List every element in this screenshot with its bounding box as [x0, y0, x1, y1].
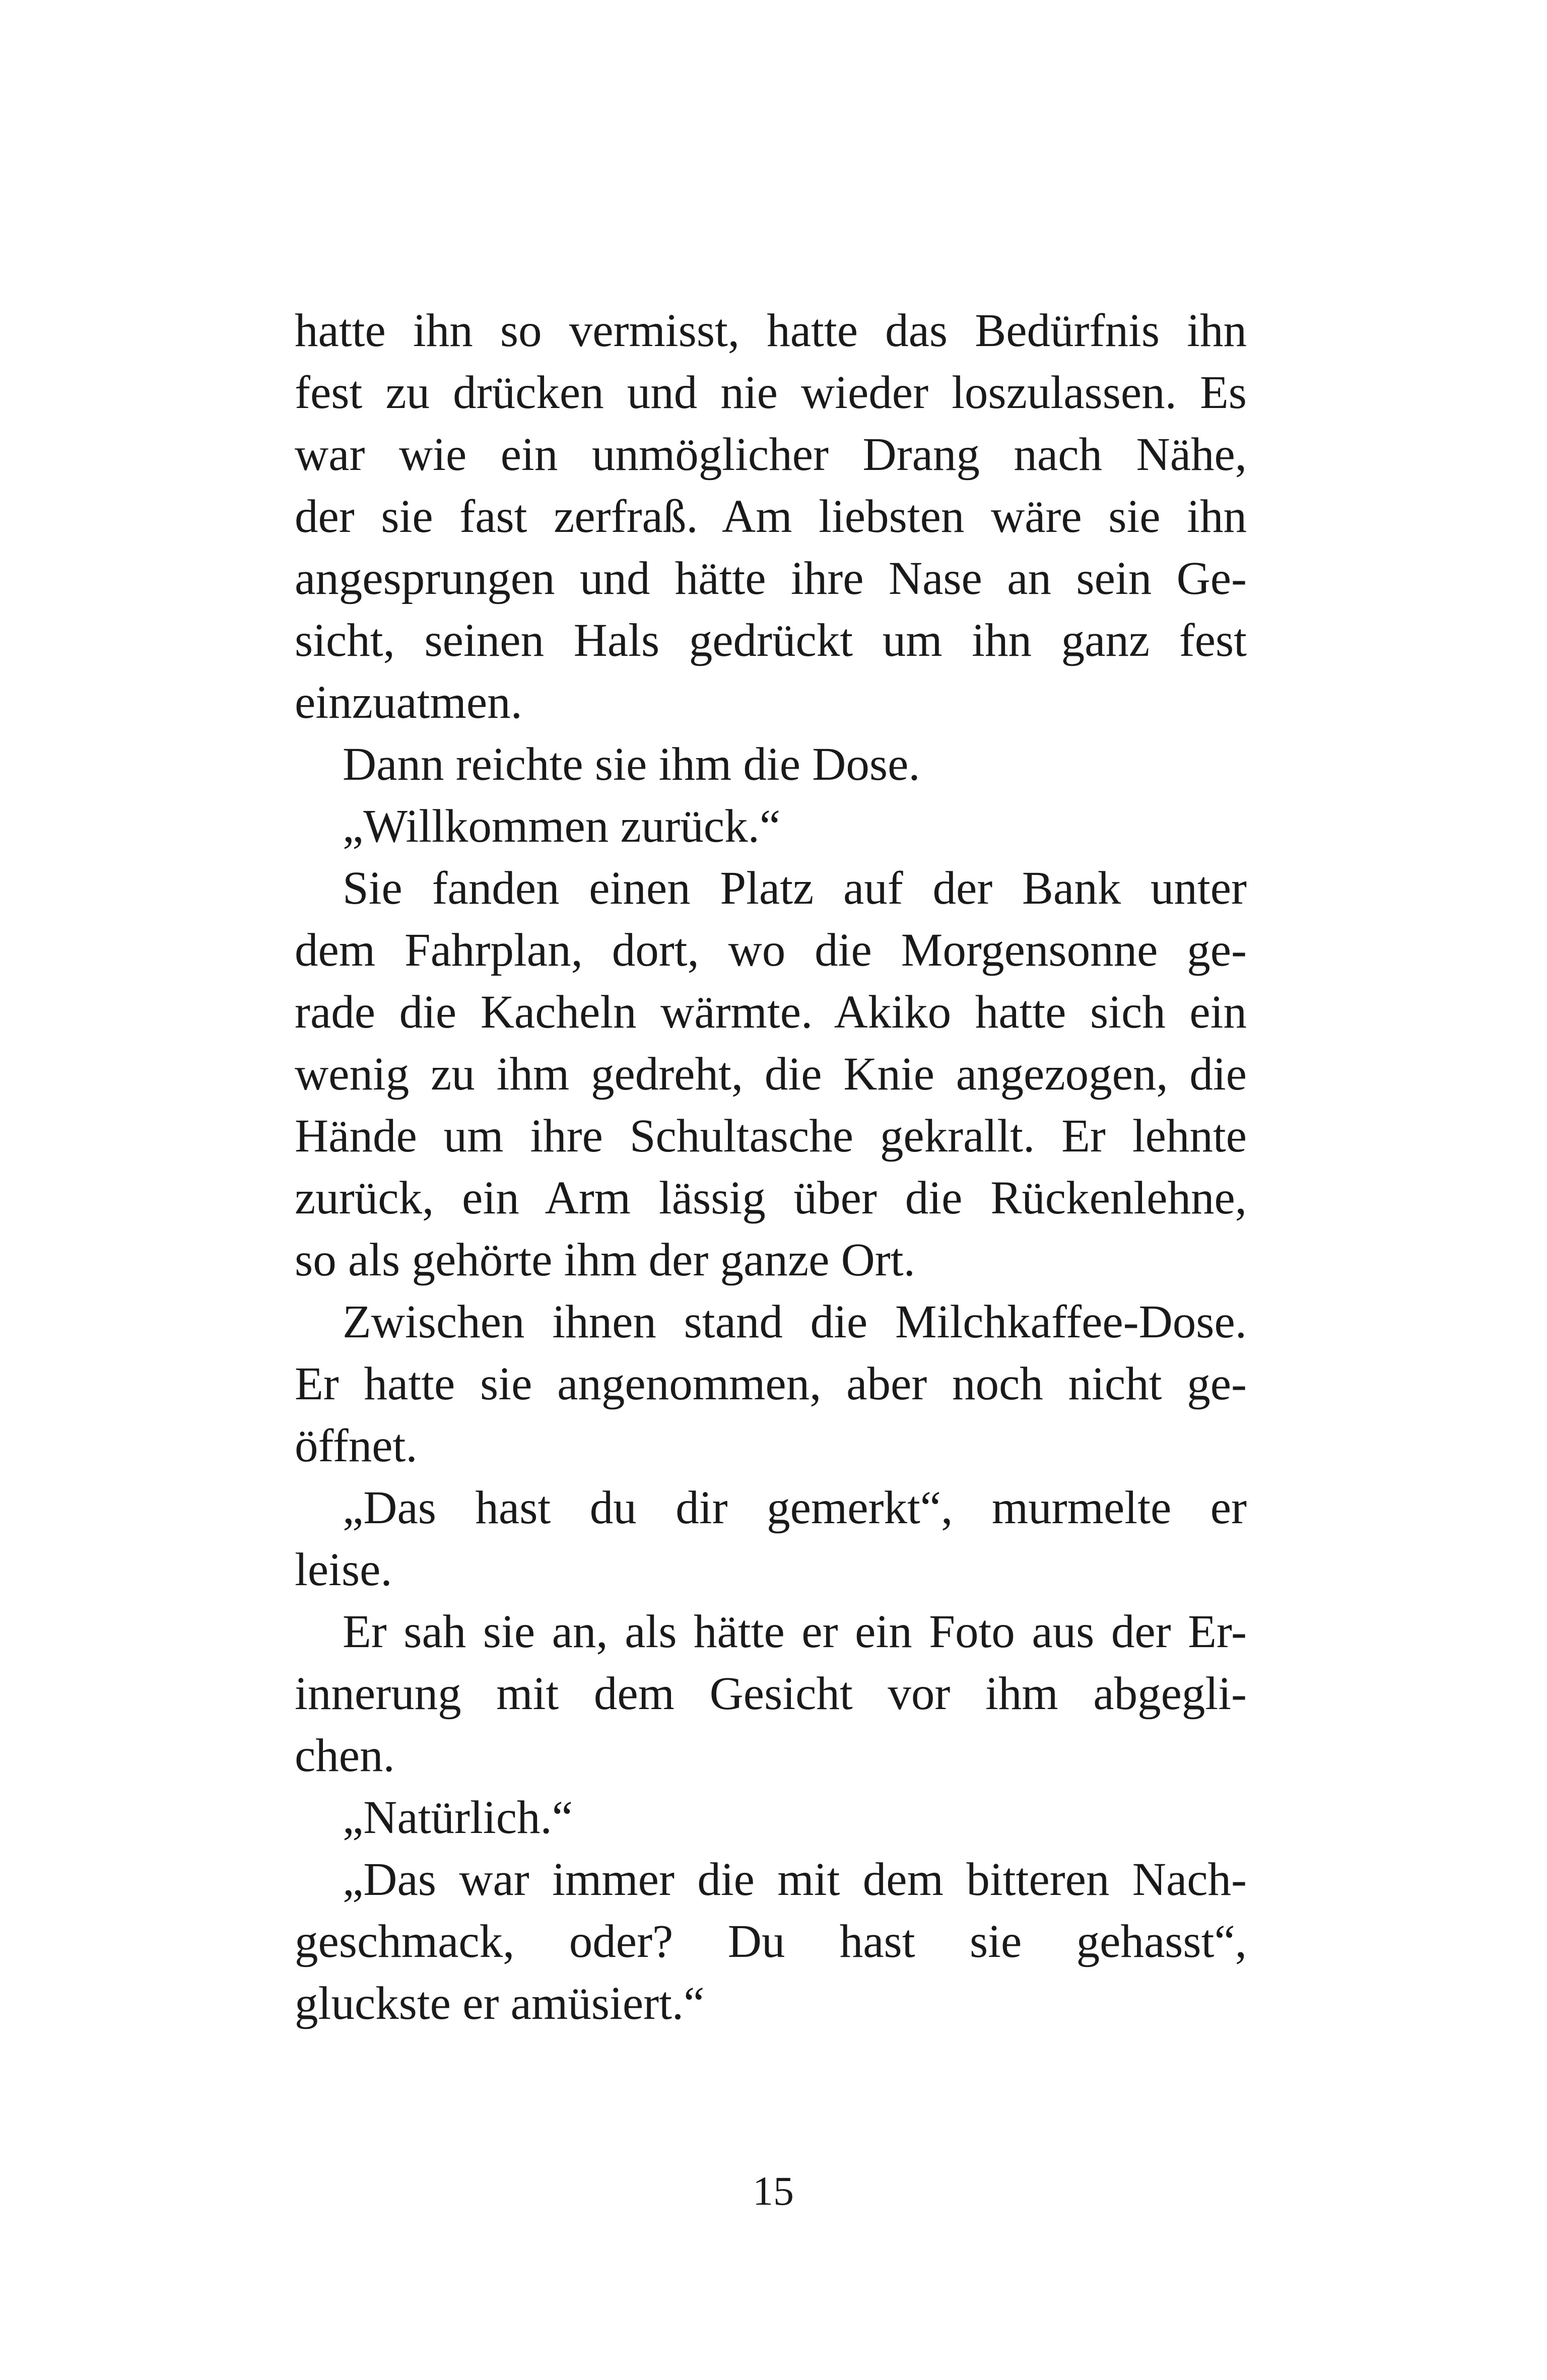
- text-line: der sie fast zerfraß. Am liebsten wäre sie ihn: [295, 491, 1247, 542]
- text-line: hatte ihn so vermisst, hatte das Bedürfnis ihn: [295, 305, 1247, 357]
- text-line: so als gehörte ihm der ganze Ort.: [295, 1234, 915, 1286]
- text-line: „Das hast du dir gemerkt“, murmelte er: [343, 1482, 1247, 1534]
- text-line: öffnet.: [295, 1420, 418, 1472]
- text-line: angesprungen und hätte ihre Nase an sein Ge-: [295, 553, 1247, 604]
- text-line: leise.: [295, 1544, 392, 1596]
- text-line: „Das war immer die mit dem bitteren Nach-: [343, 1854, 1247, 1906]
- text-line: Dann reichte sie ihm die Dose.: [343, 738, 920, 790]
- text-line: einzuatmen.: [295, 676, 522, 728]
- text-line: sicht, seinen Hals gedrückt um ihn ganz fest: [295, 615, 1247, 666]
- text-line: Hände um ihre Schultasche gekrallt. Er lehnte: [295, 1110, 1247, 1162]
- body-text: [295, 0, 1247, 2380]
- text-line: gluckste er amüsiert.“: [295, 1978, 705, 2029]
- text-line: chen.: [295, 1730, 395, 1782]
- text-line: Zwischen ihnen stand die Milchkaffee-Dose.: [343, 1296, 1247, 1348]
- text-line: dem Fahrplan, dort, wo die Morgensonne ge-: [295, 924, 1247, 976]
- text-line: rade die Kacheln wärmte. Akiko hatte sich ein: [295, 986, 1247, 1038]
- text-line: wenig zu ihm gedreht, die Knie angezogen, die: [295, 1048, 1247, 1100]
- text-line: fest zu drücken und nie wieder loszulassen. Es: [295, 367, 1247, 419]
- text-line: innerung mit dem Gesicht vor ihm abgegli-: [295, 1668, 1247, 1720]
- page-number: 15: [753, 2168, 794, 2214]
- text-line: Er sah sie an, als hätte er ein Foto aus der Er-: [343, 1606, 1247, 1658]
- text-line: „Willkommen zurück.“: [343, 800, 781, 852]
- text-line: war wie ein unmöglicher Drang nach Nähe,: [295, 429, 1247, 481]
- text-line: Sie fanden einen Platz auf der Bank unter: [343, 862, 1247, 914]
- text-line: „Natürlich.“: [343, 1792, 573, 1844]
- text-line: geschmack, oder? Du hast sie gehasst“,: [295, 1916, 1247, 1967]
- text-line: zurück, ein Arm lässig über die Rückenlehne,: [295, 1172, 1247, 1224]
- text-line: Er hatte sie angenommen, aber noch nicht ge-: [295, 1358, 1247, 1410]
